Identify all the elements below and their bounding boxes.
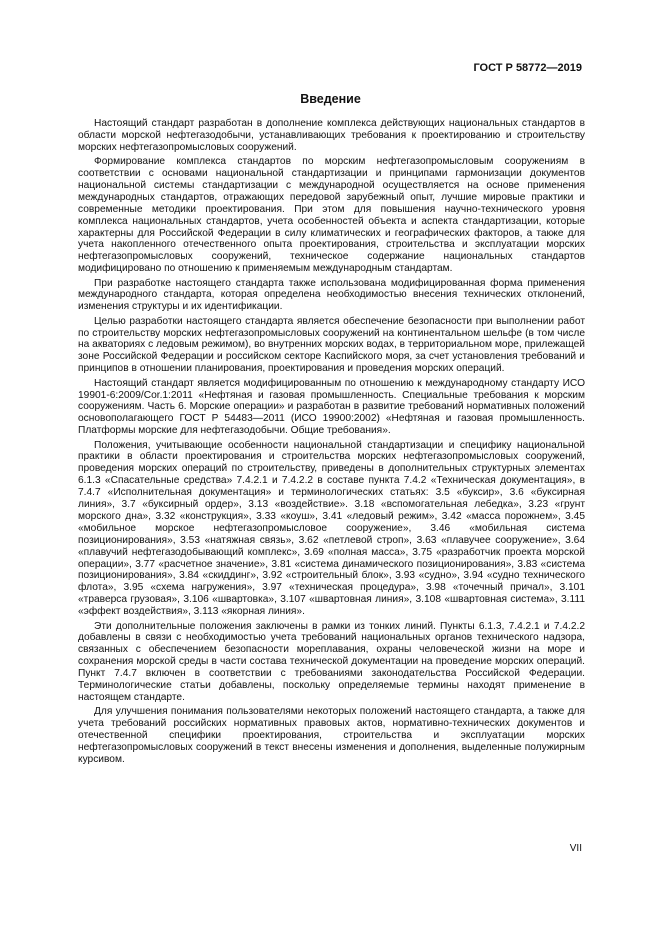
paragraph: Настоящий стандарт является модифицированным по отношению к международному стандарту ИСО 19901-6:2009/Cor.1:2011 «Нефтяная и газовая промышленность. Специальные требования к морским сооружениям. Часть 6. Морские операции» и разработан в развитие требований нормативных положений основополагающего ГОСТ Р 54483—2011 (ИСО 19900:2002) «Нефтяная и газовая промышленность. Платформы морские для нефтегазодобычи. Общие требования». bbox=[78, 377, 585, 437]
body-text bbox=[78, 118, 585, 768]
paragraph: При разработке настоящего стандарта также использована модифицированная форма применения международного стандарта, которая определена необходимостью внесения технических отклонений, изменения структуры и их идентификации. bbox=[78, 277, 585, 313]
paragraph: Положения, учитывающие особенности национальной стандартизации и специфику национальной практики в области проектирования и строительства морских нефтегазопромысловых сооружений, проведения морских операций по строительству, приведены в дополнительных структурных элементах 6.1.3 «Спасательные средства» 7.4.2.1 и 7.4.2.2 в составе пункта 7.4.2 «Техническая документация», в 7.4.7 «Исполнительная документация» и терминологических статьях: 3.5 «буксир», 3.6 «буксирная линия», 3.7 «буксирный ордер», 3.13 «воздействие». 3.18 «вспомогательная лебедка», 3.23 «грунт морского дна», 3.32 «конструкция», 3.33 «коуш», 3.41 «ледовый режим», 3.42 «масса порожнем», 3.45 «мобильное морское нефтегазопромысловое сооружение», 3.46 «мобильная система позиционирования», 3.53 «натяжная связь», 3.62 «петлевой строп», 3.63 «плавучее сооружение», 3.64 «плавучий нефтегазодобывающий комплекс», 3.69 «полная масса», 3.75 «разработчик проекта морской операции», 3.77 «расчетное значение», 3.81 «система динамического позиционирования», 3.83 «система позиционирования», 3.84 «скиддинг», 3.92 «строительный блок», 3.93 «судно», 3.94 «судно технического флота», 3.95 «схема нагружения», 3.97 «техническая процедура», 3.98 «точечный причал», 3.101 «траверса грузовая», 3.106 «швартовка», 3.107 «швартовная линия», 3.108 «швартовная система», 3.111 «эффект воздействия», 3.113 «якорная линия». bbox=[78, 439, 585, 618]
page-number: VII bbox=[569, 843, 582, 854]
paragraph: Для улучшения понимания пользователями некоторых положений настоящего стандарта, а также для учета требований российских нормативных правовых актов, нормативно-технических документов и отечественной специфики проектирования, строительства и эксплуатации морских нефтегазопромысловых сооружений в текст внесены изменения и дополнения, выделенные полужирным курсивом. bbox=[78, 706, 585, 765]
paragraph: Настоящий стандарт разработан в дополнение комплекса действующих национальных стандартов в области морской нефтегазодобычи, устанавливающих требования к проектированию и строительству морских нефтегазопромысловых сооружений. bbox=[78, 118, 585, 153]
section-title: Введение bbox=[300, 92, 361, 106]
paragraph: Эти дополнительные положения заключены в рамки из тонких линий. Пункты 6.1.3, 7.4.2.1 и 7.4.2.2 добавлены в связи с необходимостью учета требований национальных органов технического надзора, связанных с обеспечением безопасности мореплавания, охраны человеческой жизни на море и сохранения морской среды в части состава технической документации на проведение морских операций. Пункт 7.4.7 включен в соответствии с требованиями законодательства Российской Федерации. Терминологические статьи добавлены, поскольку определяемые термины находят применение в настоящем стандарте. bbox=[78, 620, 585, 703]
paragraph: Формирование комплекса стандартов по морским нефтегазопромысловым сооружениям в соответствии с основами национальной стандартизации и принципами гармонизации документов национальной системы стандартизации с международной осуществляется на основе применения международных стандартов, отражающих передовой зарубежный опыт, лучшие мировые практики и современные методики проектирования. При этом для повышения научно-технического уровня комплекса национальных стандартов, учета особенностей объекта и аспекта стандартизации, которые характерны для Российской Федерации в силу климатических и географических факторов, а также для учета накопленного отечественного опыта проектирования, строительства и эксплуатации морских нефтегазопромысловых сооружений, техническое содержание национальных стандартов модифицировано по отношению к применяемым международным стандартам. bbox=[78, 156, 585, 275]
paragraph: Целью разработки настоящего стандарта является обеспечение безопасности при выполнении работ по строительству морских нефтегазопромысловых сооружений на континентальном шельфе (в том числе на акваториях с ледовым режимом), во внутренних морских водах, в территориальном море, прилежащей зоне Российской Федерации и российском секторе Каспийского моря, за счет установления требований и принципов в отношении планирования, проектирования и проведения морских операций. bbox=[78, 315, 585, 375]
standard-code-header: ГОСТ Р 58772—2019 bbox=[473, 62, 582, 74]
